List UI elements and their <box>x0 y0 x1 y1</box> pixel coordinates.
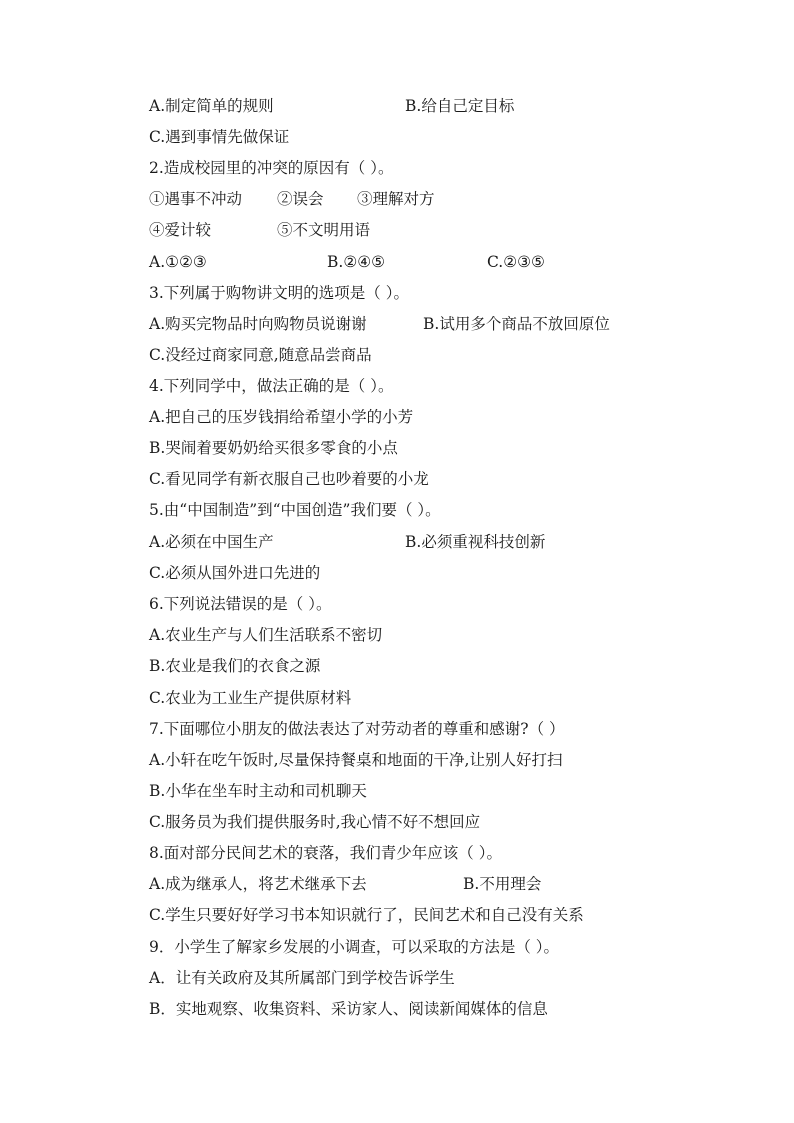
option-b: B.农业是我们的衣食之源 <box>149 657 321 675</box>
option-row <box>149 252 545 272</box>
option-a: A.制定简单的规则 <box>149 97 274 115</box>
option-row <box>149 314 610 334</box>
option-c: C.②③⑤ <box>487 253 545 271</box>
option-row <box>149 96 515 116</box>
option-a: A.购买完物品时向购物员说谢谢 <box>149 315 367 333</box>
option-c: C.服务员为我们提供服务时,我心情不好不想回应 <box>149 813 481 831</box>
choice-3: ③理解对方 <box>357 190 435 208</box>
option-b: B．实地观察、收集资料、采访家人、阅读新闻媒体的信息 <box>149 1000 548 1018</box>
question-2: 2.造成校园里的冲突的原因有（ ）。 <box>149 159 394 177</box>
option-row <box>149 874 542 894</box>
option-b: B.哭闹着要奶奶给买很多零食的小点 <box>149 439 398 457</box>
option-c: C.农业为工业生产提供原材料 <box>149 689 352 707</box>
question-7: 7.下面哪位小朋友的做法表达了对劳动者的尊重和感谢?（ ） <box>149 720 565 738</box>
choice-4: ④爱计较 <box>149 221 212 239</box>
option-c: C.看见同学有新衣服自己也吵着要的小龙 <box>149 470 429 488</box>
question-5: 5.由“中国制造”到“中国创造”我们要（ ）。 <box>149 501 441 519</box>
option-a: A.成为继承人，将艺术继承下去 <box>149 875 367 893</box>
question-9: 9．小学生了解家乡发展的小调查，可以采取的方法是（ ）。 <box>149 938 560 956</box>
option-b: B.不用理会 <box>463 875 542 893</box>
question-4: 4.下列同学中，做法正确的是（ ）。 <box>149 377 394 395</box>
option-c: C.学生只要好好学习书本知识就行了，民间艺术和自己没有关系 <box>149 906 584 924</box>
option-b: B.试用多个商品不放回原位 <box>423 315 610 333</box>
option-row <box>149 532 546 552</box>
option-b: B.小华在坐车时主动和司机聊天 <box>149 782 367 800</box>
choice-row <box>149 220 371 240</box>
option-a: A.小轩在吃午饭时,尽量保持餐桌和地面的干净,让别人好打扫 <box>149 751 563 769</box>
option-c: C.没经过商家同意,随意品尝商品 <box>149 346 372 364</box>
option-b: B.给自己定目标 <box>405 97 515 115</box>
option-a: A.必须在中国生产 <box>149 533 274 551</box>
question-3: 3.下列属于购物讲文明的选项是（ ）。 <box>149 284 409 302</box>
choice-1: ①遇事不冲动 <box>149 190 243 208</box>
option-a: A.①②③ <box>149 253 207 271</box>
option-a: A.把自己的压岁钱捐给希望小学的小芳 <box>149 408 414 426</box>
choice-row <box>149 189 435 209</box>
question-6: 6.下列说法错误的是（ ）。 <box>149 595 332 613</box>
option-b: B.必须重视科技创新 <box>405 533 546 551</box>
choice-5: ⑤不文明用语 <box>277 221 371 239</box>
option-c: C.遇到事情先做保证 <box>149 128 290 146</box>
option-b: B.②④⑤ <box>327 253 386 271</box>
option-c: C.必须从国外进口先进的 <box>149 564 321 582</box>
question-8: 8.面对部分民间艺术的衰落，我们青少年应该（ ）。 <box>149 844 502 862</box>
option-a: A.农业生产与人们生活联系不密切 <box>149 626 383 644</box>
choice-2: ②误会 <box>277 190 324 208</box>
option-a: A．让有关政府及其所属部门到学校告诉学生 <box>149 969 455 987</box>
